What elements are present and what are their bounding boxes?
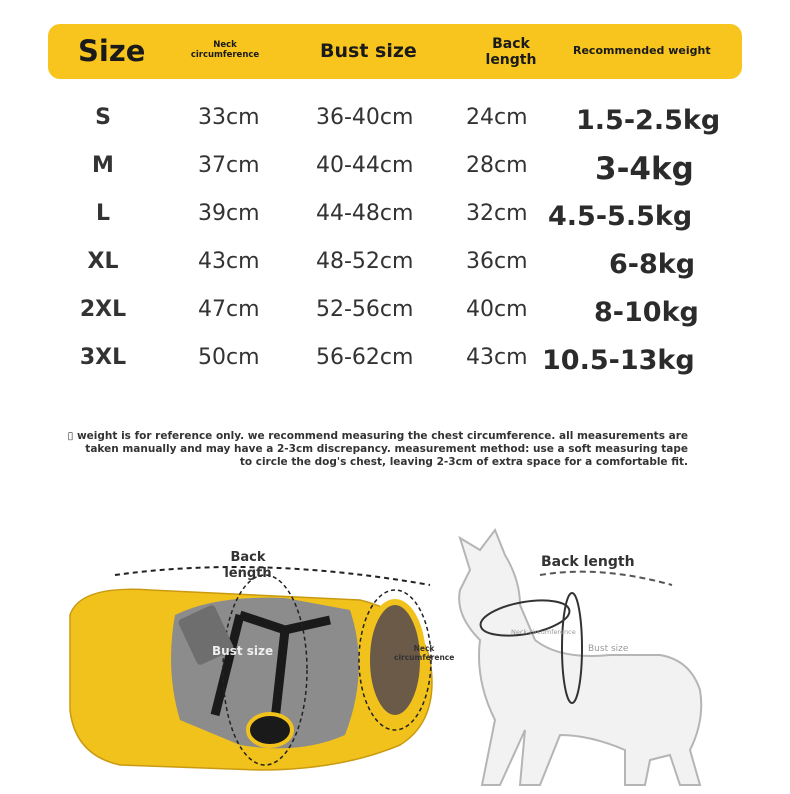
dog-bust-label: Bust size: [588, 644, 629, 654]
row-m-neck: 37cm: [198, 153, 260, 178]
row-xl-size: XL: [87, 249, 119, 274]
row-2xl-weight: 8-10kg: [594, 297, 699, 328]
row-3xl-back: 43cm: [466, 345, 528, 370]
header-back-length: Back length: [485, 36, 537, 68]
row-2xl-bust: 52-56cm: [316, 297, 414, 322]
row-s-back: 24cm: [466, 105, 528, 130]
jacket-neck-label: Neck circumference: [394, 644, 455, 662]
row-m-size: M: [92, 153, 114, 178]
row-xl-bust: 48-52cm: [316, 249, 414, 274]
header-bust: Bust size: [320, 40, 417, 62]
row-3xl-neck: 50cm: [198, 345, 260, 370]
row-s-size: S: [95, 105, 111, 130]
row-3xl-weight: 10.5-13kg: [542, 345, 695, 376]
dog-back-length-label: Back length: [541, 554, 635, 570]
row-xl-neck: 43cm: [198, 249, 260, 274]
row-l-neck: 39cm: [198, 201, 260, 226]
row-xl-back: 36cm: [466, 249, 528, 274]
row-m-back: 28cm: [466, 153, 528, 178]
row-s-neck: 33cm: [198, 105, 260, 130]
note-line-1: ▯ weight is for reference only. we recommend measuring the chest circumference. all measurements are: [67, 430, 688, 442]
row-2xl-neck: 47cm: [198, 297, 260, 322]
header-neck: Neck circumference: [190, 40, 260, 60]
row-l-back: 32cm: [466, 201, 528, 226]
row-m-bust: 40-44cm: [316, 153, 414, 178]
dog-neck-label: Neck circumference: [511, 628, 576, 636]
row-2xl-size: 2XL: [79, 297, 127, 322]
jacket-back-length-label: Back length: [224, 550, 272, 581]
jacket-bust-label: Bust size: [212, 644, 274, 658]
header-size: Size: [78, 34, 146, 68]
illustrations: [0, 520, 790, 790]
row-3xl-size: 3XL: [79, 345, 127, 370]
row-l-weight: 4.5-5.5kg: [548, 201, 693, 232]
row-s-weight: 1.5-2.5kg: [576, 105, 721, 136]
jacket-illustration: [70, 567, 432, 770]
header-recommended-weight: Recommended weight: [573, 44, 711, 57]
row-l-bust: 44-48cm: [316, 201, 414, 226]
note-line-2: taken manually and may have a 2-3cm discrepancy. measurement method: use a soft measuring tape: [85, 443, 688, 455]
note-line-3: to circle the dog's chest, leaving 2-3cm of extra space for a comfortable fit.: [239, 456, 688, 468]
measurement-note: [60, 430, 688, 469]
row-3xl-bust: 56-62cm: [316, 345, 414, 370]
row-xl-weight: 6-8kg: [609, 249, 696, 280]
row-2xl-back: 40cm: [466, 297, 528, 322]
row-l-size: L: [95, 201, 111, 226]
row-s-bust: 36-40cm: [316, 105, 414, 130]
row-m-weight: 3-4kg: [595, 151, 694, 187]
